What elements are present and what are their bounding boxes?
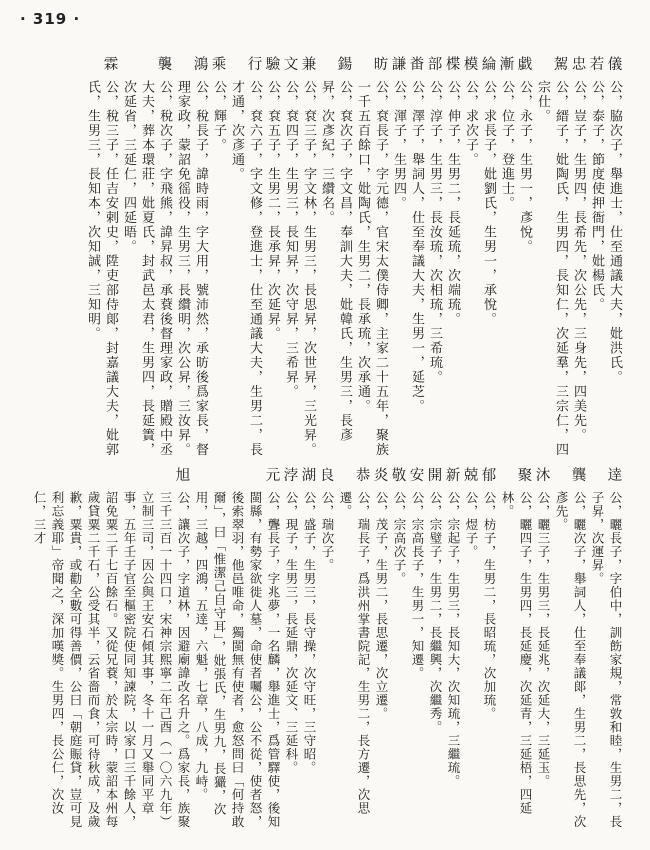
genealogy-entry [444,55,462,458]
entry-head-char: 謙 [391,57,407,73]
entry-text: 公，輝子。 [212,80,227,153]
entry-head-char: 模 [463,57,479,73]
entry-text: 公，澤子，舉詞人，仕至奉議大夫，生男一，延芝。 [410,80,425,414]
entry-text: 公，泰子，節度使押衙門，妣楊氏。 [590,80,605,312]
genealogy-entry [480,55,498,458]
entry-text: 公，位子，登進士。 [500,80,515,211]
genealogy-entry [372,466,390,841]
entry-text: 公，袞四子，生男三，長知昇，次守昇，三希昇。 [284,80,299,399]
genealogy-entry [516,55,534,458]
genealogy-entry [426,466,444,841]
entry-head-char: 畨 [409,57,425,73]
entry-text: 公，現子，生男三，長延鼎，次延文、三延科。 [284,491,298,775]
genealogy-entry [498,466,534,841]
entry-head-char: 炎 [373,468,389,484]
genealogy-entry [444,466,462,841]
entry-text: 公，煜子。 [464,491,478,559]
entry-head-char: 駕 [553,57,569,73]
entry-head-char: 兢 [463,468,479,484]
genealogy-entry [570,55,588,458]
entry-head-char: 恭 [355,468,371,484]
entry-text: 公，求次子。 [464,80,479,167]
entry-text: 公，曬三子，生男三，長延兆，次延大，三延玉。 [536,491,550,788]
entry-text: 公，稅次子，字飛熊，諱昇叔，承蔉後督理家政，贈殿中丞大夫，葬本環莊，妣夏氏，封武邑太君，生男四，長延簀，次延省，三延仁，四延晤。 [122,80,173,457]
entry-head-char: 驗 [265,57,281,73]
page-number: · 319 · [20,10,81,28]
genealogy-entry [588,466,624,841]
entry-head-char: 逹 [607,468,623,484]
genealogy-block-lower [30,466,624,841]
genealogy-entry [336,466,372,841]
entry-head-char: 郁 [481,468,497,484]
entry-text: 公，袞五子，生男二，長承昇，次延昇。 [266,80,281,341]
genealogy-entry [498,55,516,458]
entry-text: 公，袞六子，字文修，登進士，仕至通議大夫，生男二，長才通，次彥通。 [230,80,263,457]
genealogy-entry [30,466,192,841]
entry-head-char: 乘 [211,57,227,73]
entry-text: 公，永子，生男一，彥悅。 [518,80,533,254]
genealogy-entry [318,55,354,458]
entry-head-char: 龔 [571,468,587,484]
entry-text: 公，袞三子，字文林，生男三，長思昇，次世昇，三光昇。 [302,80,317,457]
genealogy-entry [318,466,336,841]
entry-text: 公，曬次子，舉詞人，仕至奉議郞，生男二，長思先，次彥先。 [554,491,586,829]
genealogy-entry [462,466,480,841]
entry-text: 公，曬四子，生男四，長延慶，次延青，三延梧，四延林。 [500,491,532,815]
entry-head-char: 襲 [157,57,173,73]
entry-text: 公，袞長子，字元德，官宋太僕侍卿，主家二十五年，聚族一千五百餘口，妣陶氏，生男二，長承琉，次承通。 [356,80,389,457]
entry-head-char: 儀 [607,57,623,73]
genealogy-entry [480,466,498,841]
entry-text: 公，盛子，生男三，長守操，次守旺，三守昭。 [302,491,316,775]
entry-head-char: 楪 [445,57,461,73]
entry-text: 公，茂子，生男二，長思遷，次立遷。 [374,491,388,721]
entry-text: 公，袞次子，字文昌，奉訓大夫，妣韓氏，生男三，長彥昇，次彥紀，三纘名。 [320,80,353,443]
genealogy-entry [282,466,300,841]
entry-head-char: 鴻 [193,57,209,73]
genealogy-entry [408,466,426,841]
entry-head-char: 漸 [499,57,515,73]
entry-text: 公，讓次子，字道林，因避廟諱改名升之。爲家長，族聚三千三百一十四口，宋神宗熙寧二年己酉（一〇六九年）立制三司，因公與王安石傾其事，冬十一月又舉同平章事，五年壬子官至樞密院使同知諫院，以家口三千餘人，詔免粟二千七百餘石。又從兄蔉，於太宗時，蒙詔本州每歲貸粟二千石，公受其半，云省嗇而食，可待秋成，及歲歉，粟貴，或勸全數可得善價，公曰「朝庭賑貸，豈可見利忘義耶」帝聞之，深加嘆獎。生男四，長公仁，次汝仁，三才 [32,491,190,829]
genealogy-entry [606,55,624,458]
genealogy-block-upper [84,55,624,458]
entry-head-char: 兼 [301,57,317,73]
entry-head-char: 湖 [301,468,317,484]
entry-text: 公，淳子，生男三，長汝琉，次相琉，三希琉。 [428,80,443,385]
entry-head-char: 綸 [481,57,497,73]
genealogy-entry [390,55,408,458]
genealogy-entry [408,55,426,458]
entry-text: 公，宗起子，生男三，長知大，次知琉，三繼琉。 [446,491,460,788]
entry-head-char: 聚 [517,468,533,484]
genealogy-entry [282,55,300,458]
entry-head-char: 新 [445,468,461,484]
entry-text: 公，稅長子，諱時雨，字大用，號沛然，承昉後爲家長，督理家政，蒙詔免徭役，生男三，長纘明，次公昇，三汝昇。 [176,80,209,457]
genealogy-entry [264,55,282,458]
genealogy-entry [174,55,210,458]
entry-head-char: 良 [319,468,335,484]
entry-text: 公，縉子，妣陶氏，生男四，長知仁，次延羣，三宗仁，四宗仕。 [536,80,569,457]
entry-head-char: 旭 [175,468,191,484]
entry-head-char: 部 [427,57,443,73]
entry-head-char: 元 [265,468,281,484]
genealogy-entry [534,466,552,841]
genealogy-entry [192,466,282,841]
genealogy-entry [588,55,606,458]
genealogy-entry [84,55,120,458]
entry-text: 公，宗璧子，生男二，長繼興，次繼秀。 [428,491,442,734]
entry-head-char: 沐 [535,468,551,484]
entry-text: 公，瑞次子。 [320,491,334,572]
entry-text: 公，脇次子，舉進士，仕至通議大夫，妣洪氏。 [608,80,623,385]
entry-head-char: 昉 [373,57,389,73]
entry-head-char: 開 [427,468,443,484]
entry-head-char: 鍚 [337,57,353,73]
entry-text: 公，豈子，生男四，長希先，次公先，三身先，四美先。 [572,80,587,443]
entry-head-char: 文 [283,57,299,73]
entry-head-char: 若 [589,57,605,73]
genealogy-entry [462,55,480,458]
entry-text: 公，渾子，生男四。 [392,80,407,211]
entry-text: 公，聾長子，字兆夢，一名麟，舉進士，爲管驛使，後知閩縣，有勢家欲徙人墓，命使者囑公，公不從，使者怒，後索翠羽，他邑唯命，獨閩無有使者，愈怒問曰「何持敢爾」，曰「惟潔己自守耳」，妣張氏，生男九，長玁，次用，三越，四鴻，五逹，六魁，七章，八成，九峙。 [194,491,280,829]
entry-text: 公，曬長子，字伯中，訓飭家規，常敦和睦，生男二，長子昇，次運昇。 [590,491,622,829]
entry-head-char: 安 [409,468,425,484]
entry-text: 公，枋子，生男二，長昭琉，次加琉。 [482,491,496,721]
genealogy-entry [228,55,264,458]
entry-head-char: 忠 [571,57,587,73]
entry-text: 公，瑞長子，爲洪州掌書院記，生男二，長方遷，次思遷。 [338,491,370,815]
genealogy-entry [390,466,408,841]
entry-text: 公，宗高長子，生男一，知遷。 [410,491,424,680]
entry-text: 公，伸子，生男二，長延琉，次端琉。 [446,80,461,327]
entry-head-char: 浡 [283,468,299,484]
genealogy-entry [534,55,570,458]
entry-text: 公，求長子，妣劉氏，生男一，承悅。 [482,80,497,327]
entry-head-char: 敬 [391,468,407,484]
genealogy-entry [354,55,390,458]
entry-text: 公，稅三子，任吉安剌史，陞吏部侍郞，封嘉議大夫，妣郭氏，生男三，長知本，次知誠，三知明。 [86,80,119,457]
genealogy-entry [552,466,588,841]
genealogy-entry [210,55,228,458]
entry-head-char: 行 [247,57,263,73]
genealogy-entry [120,55,174,458]
entry-text: 公，宗高次子。 [392,491,406,586]
genealogy-entry [426,55,444,458]
genealogy-entry [300,466,318,841]
entry-head-char: 戱 [517,57,533,73]
genealogy-entry [300,55,318,458]
entry-head-char: 霖 [103,57,119,73]
